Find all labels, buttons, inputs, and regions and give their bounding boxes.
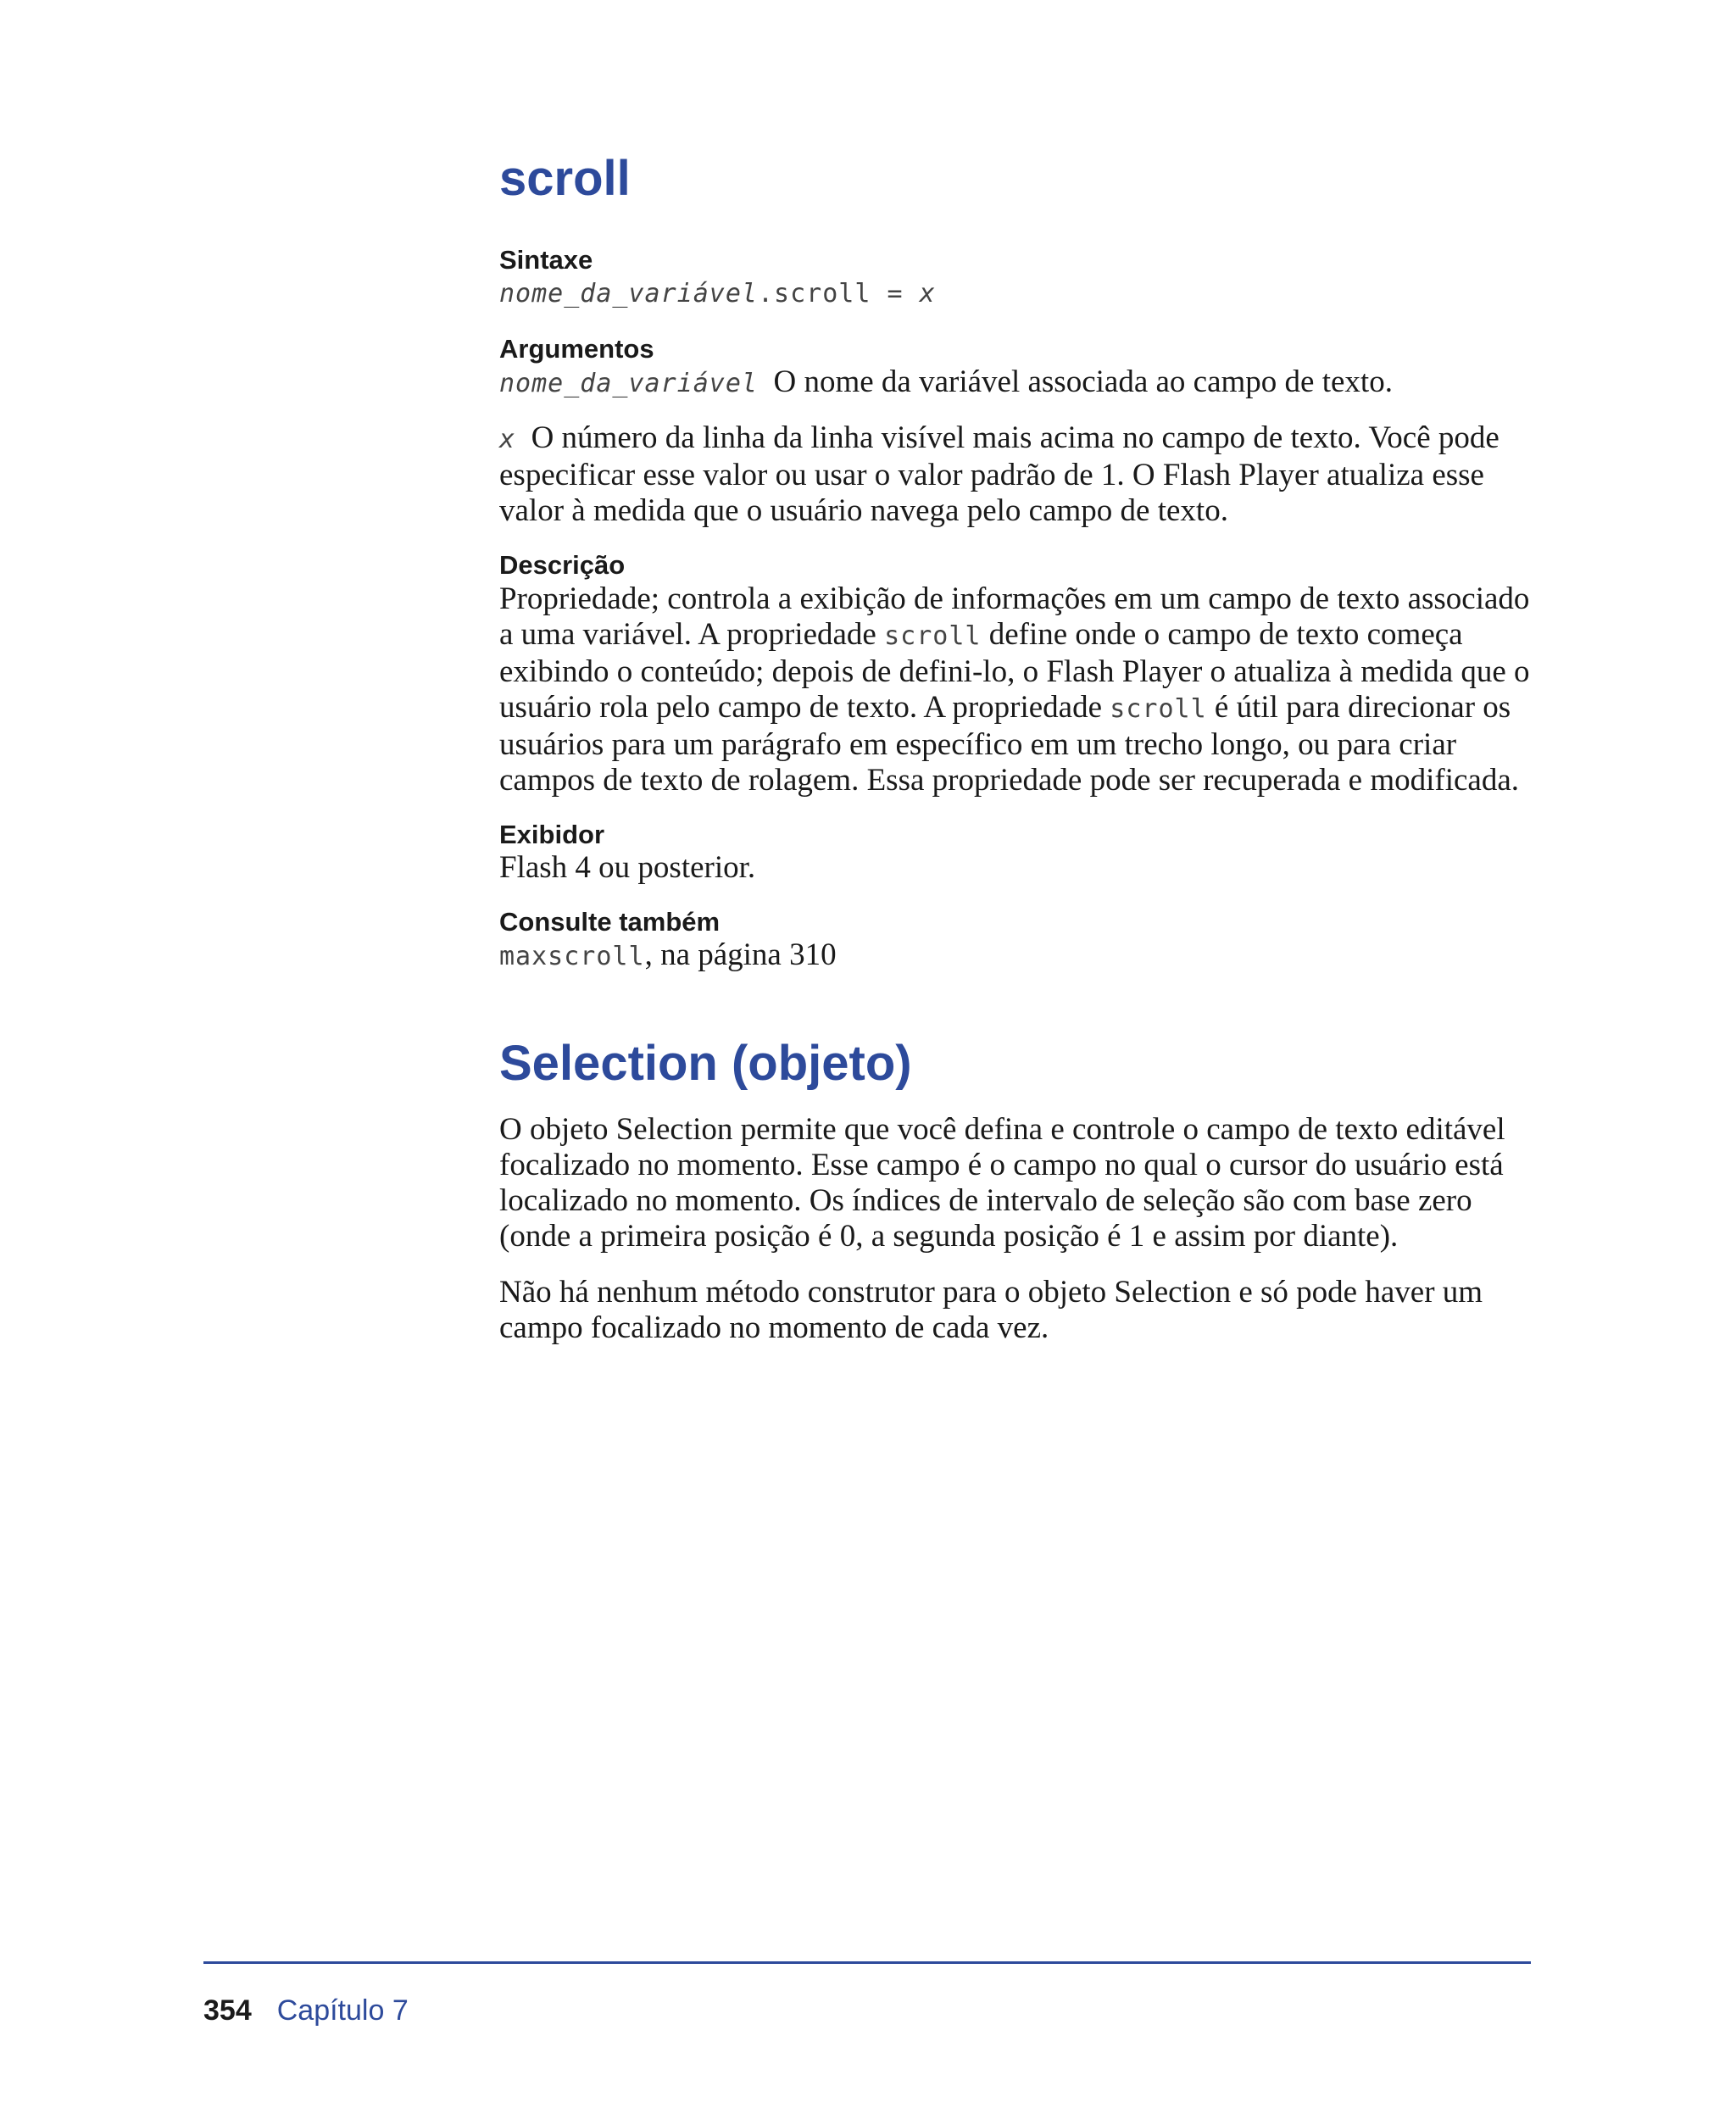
syntax-heading: Sintaxe bbox=[499, 245, 593, 275]
syntax-prop: .scroll = bbox=[757, 279, 920, 309]
syntax-var: nome_da_variável bbox=[499, 279, 758, 309]
desc-code1: scroll bbox=[884, 620, 982, 651]
description-paragraph bbox=[499, 581, 1542, 798]
desc-part1: Propriedade; controla a exibição de informações em um campo de texto associado a uma variável. A propriedade bbox=[499, 581, 1530, 652]
page-number: 354 bbox=[203, 1994, 252, 2027]
scroll-title: scroll bbox=[499, 151, 631, 206]
selection-para1: O objeto Selection permite que você defina e controle o campo de texto editável focalizado no momento. Esse campo é o campo no qual o cursor do usuário está localizado no momento. Os índices de intervalo de seleção são com base zero (onde a primeira posição é 0, a segunda posição é 1 e assim por diante). bbox=[499, 1111, 1505, 1254]
arg1-desc: O nome da variável associada ao campo de texto. bbox=[773, 364, 1393, 400]
player-heading: Exibidor bbox=[499, 819, 605, 849]
see-also-text: , na página 310 bbox=[644, 937, 837, 972]
description-heading: Descrição bbox=[499, 550, 626, 581]
syntax-line bbox=[499, 275, 1542, 311]
see-also-line bbox=[499, 937, 1542, 975]
desc-part2: define onde o campo de texto começa exibindo o conteúdo; depois de defini-lo, o Flash Player o atualiza à medida que o usuário rola pelo campo de texto. A propriedade bbox=[499, 616, 1530, 725]
chapter-label: Capítulo 7 bbox=[276, 1994, 409, 2027]
desc-part3: é útil para direcionar os usuários para um parágrafo em específico em um trecho longo, ou para criar campos de texto de rolagem. Essa propriedade pode ser recuperada e modificada. bbox=[499, 689, 1520, 798]
selection-para2: Não há nenhum método construtor para o objeto Selection e só pode haver um campo focalizado no momento de cada vez. bbox=[499, 1274, 1483, 1345]
arg1-name: nome_da_variável bbox=[499, 369, 758, 399]
desc-code2: scroll bbox=[1110, 693, 1207, 724]
footer-divider bbox=[203, 1961, 1531, 1964]
arg2-name: x bbox=[499, 425, 516, 455]
arg2-paragraph bbox=[499, 420, 1542, 529]
selection-title: Selection (objeto) bbox=[499, 1035, 912, 1091]
arg2-desc: O número da linha da linha visível mais acima no campo de texto. Você pode especificar esse valor ou usar o valor padrão de 1. O Flash Player atualiza esse valor à medida que o usuário navega pelo campo de texto. bbox=[499, 420, 1500, 529]
see-also-link[interactable]: maxscroll bbox=[499, 941, 645, 971]
main-content bbox=[499, 151, 1542, 1346]
syntax-x: x bbox=[919, 279, 936, 309]
arg1-paragraph bbox=[499, 364, 1542, 402]
player-text: Flash 4 ou posterior. bbox=[499, 849, 756, 885]
args-heading: Argumentos bbox=[499, 334, 654, 364]
page-footer bbox=[203, 1994, 409, 2027]
see-also-heading: Consulte também bbox=[499, 906, 721, 937]
